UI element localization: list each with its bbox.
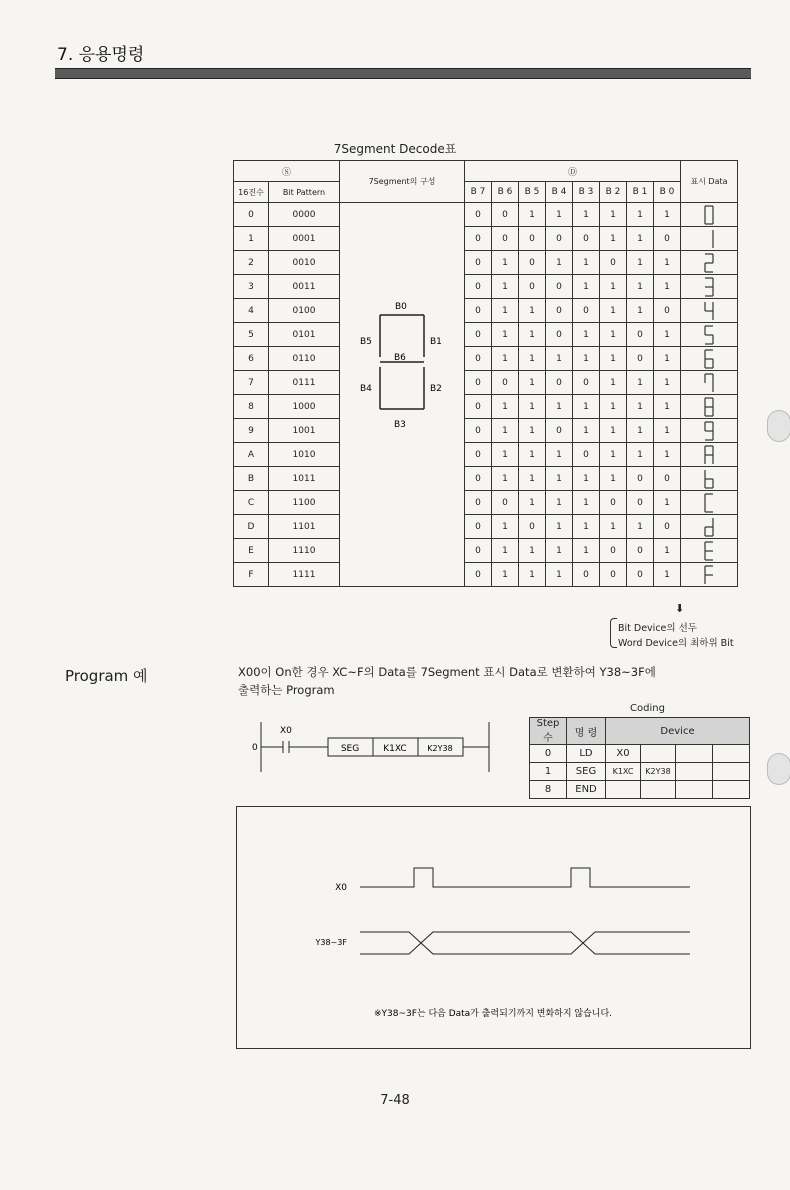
bit-value: 1 bbox=[627, 227, 654, 251]
bit-value: 0 bbox=[465, 515, 492, 539]
table-row bbox=[530, 763, 750, 781]
hex-value: 7 bbox=[234, 371, 269, 395]
code-dev bbox=[641, 745, 676, 763]
bit-value: 0 bbox=[465, 443, 492, 467]
bit-pattern: 1110 bbox=[269, 539, 340, 563]
seven-segment-display bbox=[681, 539, 738, 563]
bit-value: 1 bbox=[492, 275, 519, 299]
ladder-dst: K2Y38 bbox=[427, 744, 453, 753]
segment-label-b0: B0 bbox=[395, 302, 407, 312]
bit-value: 0 bbox=[573, 299, 600, 323]
hex-value: 0 bbox=[234, 203, 269, 227]
bit-header: B 1 bbox=[627, 182, 654, 203]
bit-value: 1 bbox=[654, 323, 681, 347]
bit-value: 1 bbox=[519, 563, 546, 587]
program-description: 출력하는 Program bbox=[238, 683, 335, 697]
ladder-step: 0 bbox=[252, 743, 258, 753]
bit-value: 0 bbox=[465, 299, 492, 323]
bit-header: B 5 bbox=[519, 182, 546, 203]
bit-value: 1 bbox=[573, 275, 600, 299]
code-header: Step수 bbox=[530, 718, 567, 745]
bit-value: 0 bbox=[546, 419, 573, 443]
config-header: 7Segment의 구성 bbox=[340, 161, 465, 203]
bit-value: 1 bbox=[492, 443, 519, 467]
bit-value: 0 bbox=[465, 539, 492, 563]
hex-value: 8 bbox=[234, 395, 269, 419]
table-row bbox=[234, 251, 738, 275]
bit-value: 1 bbox=[627, 371, 654, 395]
bit-value: 1 bbox=[573, 347, 600, 371]
seven-segment-display bbox=[681, 347, 738, 371]
bit-value: 1 bbox=[492, 395, 519, 419]
hex-value: A bbox=[234, 443, 269, 467]
table-row bbox=[234, 419, 738, 443]
bit-value: 1 bbox=[519, 419, 546, 443]
code-dev: K2Y38 bbox=[641, 763, 676, 781]
code-dev bbox=[676, 781, 713, 799]
code-cmd: SEG bbox=[567, 763, 606, 781]
bit-value: 1 bbox=[654, 347, 681, 371]
bit-value: 0 bbox=[654, 227, 681, 251]
hex-value: 9 bbox=[234, 419, 269, 443]
bit-value: 0 bbox=[600, 539, 627, 563]
bit-value: 0 bbox=[492, 491, 519, 515]
seven-segment-display bbox=[681, 419, 738, 443]
bit-value: 0 bbox=[492, 227, 519, 251]
bit-value: 1 bbox=[627, 395, 654, 419]
code-dev bbox=[641, 781, 676, 799]
code-dev: X0 bbox=[606, 745, 641, 763]
timing-chart bbox=[237, 807, 750, 1048]
signal-x0-waveform bbox=[360, 868, 690, 887]
table-row bbox=[530, 745, 750, 763]
seven-segment-display bbox=[681, 323, 738, 347]
table-row bbox=[234, 227, 738, 251]
code-step: 0 bbox=[530, 745, 567, 763]
bit-pattern: 0000 bbox=[269, 203, 340, 227]
segment-label-b2: B2 bbox=[430, 384, 442, 394]
bit-value: 0 bbox=[465, 419, 492, 443]
bit-value: 0 bbox=[546, 323, 573, 347]
bit-pattern: 0110 bbox=[269, 347, 340, 371]
bit-value: 1 bbox=[654, 491, 681, 515]
hex-header: 16진수 bbox=[234, 182, 269, 203]
bit-value: 1 bbox=[600, 347, 627, 371]
seven-segment-display bbox=[681, 371, 738, 395]
bit-value: 1 bbox=[654, 371, 681, 395]
bit-pattern: 0111 bbox=[269, 371, 340, 395]
bit-value: 0 bbox=[465, 491, 492, 515]
bit-value: 0 bbox=[519, 275, 546, 299]
hex-value: 6 bbox=[234, 347, 269, 371]
bit-value: 0 bbox=[573, 227, 600, 251]
hex-value: 2 bbox=[234, 251, 269, 275]
bit-value: 0 bbox=[546, 275, 573, 299]
bit-value: 1 bbox=[492, 515, 519, 539]
bit-value: 1 bbox=[573, 251, 600, 275]
table-row bbox=[234, 275, 738, 299]
chapter-title: 7. 응용명령 bbox=[57, 45, 145, 65]
page-number: 7-48 bbox=[380, 1093, 410, 1108]
bit-value: 1 bbox=[573, 539, 600, 563]
table-row bbox=[234, 203, 738, 227]
bit-value: 1 bbox=[600, 323, 627, 347]
bit-value: 1 bbox=[492, 467, 519, 491]
bit-value: 0 bbox=[600, 563, 627, 587]
bit-value: 0 bbox=[492, 371, 519, 395]
bit-value: 1 bbox=[492, 539, 519, 563]
bit-value: 0 bbox=[654, 299, 681, 323]
bit-value: 1 bbox=[573, 491, 600, 515]
bit-value: 0 bbox=[546, 299, 573, 323]
table-row bbox=[234, 515, 738, 539]
code-dev bbox=[713, 781, 750, 799]
bit-value: 1 bbox=[492, 563, 519, 587]
bit-value: 1 bbox=[492, 347, 519, 371]
seven-segment-display bbox=[681, 515, 738, 539]
decode-table-title: 7Segment Decode표 bbox=[333, 142, 457, 156]
table-row bbox=[234, 467, 738, 491]
display-header: 표시 Data bbox=[681, 161, 738, 203]
code-dev bbox=[676, 745, 713, 763]
bit-value: 0 bbox=[600, 491, 627, 515]
bit-value: 1 bbox=[654, 395, 681, 419]
seven-segment-display bbox=[681, 443, 738, 467]
bit-value: 1 bbox=[546, 251, 573, 275]
bit-value: 1 bbox=[546, 443, 573, 467]
bit-value: 0 bbox=[627, 539, 654, 563]
program-label: Program 예 bbox=[65, 667, 148, 685]
hex-value: 1 bbox=[234, 227, 269, 251]
segment-config-diagram bbox=[340, 203, 465, 587]
bit-value: 1 bbox=[519, 347, 546, 371]
hex-value: D bbox=[234, 515, 269, 539]
bit-value: 1 bbox=[546, 347, 573, 371]
group-s-header: Ⓢ bbox=[234, 161, 340, 182]
bit-value: 1 bbox=[654, 539, 681, 563]
bit-value: 1 bbox=[519, 299, 546, 323]
bit-value: 1 bbox=[519, 467, 546, 491]
note-word-device: Word Device의 최하위 Bit bbox=[618, 638, 734, 649]
hex-value: 3 bbox=[234, 275, 269, 299]
bit-value: 1 bbox=[600, 227, 627, 251]
seven-segment-display bbox=[681, 467, 738, 491]
bit-value: 1 bbox=[654, 443, 681, 467]
code-dev bbox=[606, 781, 641, 799]
bit-value: 1 bbox=[600, 419, 627, 443]
bit-value: 0 bbox=[465, 227, 492, 251]
bit-value: 0 bbox=[519, 251, 546, 275]
bit-header: B 3 bbox=[573, 182, 600, 203]
ladder-diagram bbox=[245, 720, 495, 775]
bit-value: 0 bbox=[465, 251, 492, 275]
bit-value: 0 bbox=[627, 323, 654, 347]
bit-value: 1 bbox=[627, 203, 654, 227]
bit-value: 1 bbox=[546, 515, 573, 539]
bit-value: 1 bbox=[519, 203, 546, 227]
punch-hole bbox=[767, 753, 790, 785]
seven-segment-display bbox=[681, 227, 738, 251]
bit-value: 0 bbox=[465, 371, 492, 395]
bit-value: 1 bbox=[546, 539, 573, 563]
code-dev bbox=[713, 763, 750, 781]
bit-value: 1 bbox=[546, 563, 573, 587]
bit-value: 1 bbox=[654, 203, 681, 227]
segment-label-b5: B5 bbox=[360, 337, 372, 347]
table-row bbox=[234, 347, 738, 371]
bit-value: 1 bbox=[546, 203, 573, 227]
seven-segment-display bbox=[681, 299, 738, 323]
code-step: 1 bbox=[530, 763, 567, 781]
table-row bbox=[234, 371, 738, 395]
down-arrow-icon: ⬇ bbox=[675, 602, 685, 615]
bit-value: 1 bbox=[546, 491, 573, 515]
seven-segment-display bbox=[681, 275, 738, 299]
brace bbox=[610, 618, 617, 648]
ladder-src: K1XC bbox=[383, 744, 407, 754]
bit-value: 0 bbox=[573, 371, 600, 395]
bit-value: 0 bbox=[465, 203, 492, 227]
bit-value: 0 bbox=[465, 275, 492, 299]
bit-value: 0 bbox=[465, 467, 492, 491]
code-dev bbox=[713, 745, 750, 763]
table-row bbox=[234, 443, 738, 467]
hex-value: 4 bbox=[234, 299, 269, 323]
hex-value: E bbox=[234, 539, 269, 563]
bit-value: 1 bbox=[600, 371, 627, 395]
bit-value: 1 bbox=[600, 203, 627, 227]
bit-value: 0 bbox=[492, 203, 519, 227]
bit-value: 1 bbox=[654, 251, 681, 275]
bit-value: 0 bbox=[573, 443, 600, 467]
bit-pattern: 0001 bbox=[269, 227, 340, 251]
coding-title: Coding bbox=[630, 703, 665, 714]
bit-pattern: 1000 bbox=[269, 395, 340, 419]
bit-value: 0 bbox=[573, 563, 600, 587]
bit-value: 1 bbox=[573, 203, 600, 227]
bit-value: 1 bbox=[519, 443, 546, 467]
code-cmd: END bbox=[567, 781, 606, 799]
bit-value: 1 bbox=[573, 467, 600, 491]
segment-label-b1: B1 bbox=[430, 337, 442, 347]
bit-value: 1 bbox=[600, 467, 627, 491]
bit-value: 1 bbox=[627, 275, 654, 299]
table-row bbox=[234, 491, 738, 515]
bit-value: 1 bbox=[600, 275, 627, 299]
bit-pattern: 1100 bbox=[269, 491, 340, 515]
bit-header: B 4 bbox=[546, 182, 573, 203]
bit-value: 0 bbox=[465, 347, 492, 371]
bit-value: 1 bbox=[627, 299, 654, 323]
bit-value: 0 bbox=[600, 251, 627, 275]
bit-pattern: 1111 bbox=[269, 563, 340, 587]
bit-value: 1 bbox=[573, 395, 600, 419]
seven-segment-display bbox=[681, 563, 738, 587]
note-bit-device: Bit Device의 선두 bbox=[618, 623, 697, 634]
bit-value: 1 bbox=[600, 443, 627, 467]
coding-table bbox=[529, 717, 750, 799]
bit-value: 1 bbox=[546, 395, 573, 419]
bit-value: 0 bbox=[465, 563, 492, 587]
group-d-header: Ⓓ bbox=[465, 161, 681, 182]
bit-value: 1 bbox=[627, 443, 654, 467]
bit-pattern: 1101 bbox=[269, 515, 340, 539]
bit-value: 0 bbox=[465, 395, 492, 419]
segment-label-b4: B4 bbox=[360, 384, 372, 394]
bit-value: 1 bbox=[519, 395, 546, 419]
timing-note: ※Y38~3F는 다음 Data가 출력되기까지 변화하지 않습니다. bbox=[373, 1009, 613, 1019]
table-row bbox=[530, 781, 750, 799]
hex-value: F bbox=[234, 563, 269, 587]
bit-value: 1 bbox=[519, 491, 546, 515]
code-dev bbox=[676, 763, 713, 781]
bit-value: 1 bbox=[627, 419, 654, 443]
bit-value: 1 bbox=[627, 515, 654, 539]
table-row bbox=[234, 323, 738, 347]
segment-label-b6: B6 bbox=[394, 353, 406, 363]
bit-value: 1 bbox=[573, 515, 600, 539]
bit-pattern: 0011 bbox=[269, 275, 340, 299]
bit-value: 0 bbox=[654, 467, 681, 491]
bit-value: 1 bbox=[492, 251, 519, 275]
bit-value: 1 bbox=[519, 539, 546, 563]
bit-value: 0 bbox=[654, 515, 681, 539]
bit-header: B 6 bbox=[492, 182, 519, 203]
seven-segment-display bbox=[681, 395, 738, 419]
seven-segment-display bbox=[681, 203, 738, 227]
bit-header: B 7 bbox=[465, 182, 492, 203]
bit-value: 0 bbox=[465, 323, 492, 347]
bit-value: 1 bbox=[600, 515, 627, 539]
hex-value: C bbox=[234, 491, 269, 515]
timing-chart-box bbox=[236, 806, 751, 1049]
bit-value: 0 bbox=[546, 227, 573, 251]
hex-value: 5 bbox=[234, 323, 269, 347]
signal-y-label: Y38~3F bbox=[315, 938, 347, 947]
bit-pattern-header: Bit Pattern bbox=[269, 182, 340, 203]
bit-pattern: 1011 bbox=[269, 467, 340, 491]
bit-value: 0 bbox=[627, 491, 654, 515]
code-dev: K1XC bbox=[606, 763, 641, 781]
decode-table bbox=[233, 160, 738, 587]
hex-value: B bbox=[234, 467, 269, 491]
bit-pattern: 0010 bbox=[269, 251, 340, 275]
bit-value: 1 bbox=[600, 299, 627, 323]
segment-label-b3: B3 bbox=[394, 420, 406, 430]
header-rule bbox=[55, 68, 751, 79]
signal-y-waveform bbox=[360, 932, 690, 954]
seven-segment-display bbox=[681, 491, 738, 515]
table-row bbox=[234, 299, 738, 323]
bit-pattern: 0100 bbox=[269, 299, 340, 323]
bit-value: 1 bbox=[654, 419, 681, 443]
bit-value: 0 bbox=[627, 563, 654, 587]
bit-value: 0 bbox=[546, 371, 573, 395]
bit-value: 0 bbox=[519, 227, 546, 251]
bit-value: 0 bbox=[627, 467, 654, 491]
bit-value: 1 bbox=[600, 395, 627, 419]
signal-x0-label: X0 bbox=[335, 883, 347, 893]
bit-value: 1 bbox=[654, 275, 681, 299]
bit-value: 0 bbox=[627, 347, 654, 371]
bit-header: B 2 bbox=[600, 182, 627, 203]
contact-label: X0 bbox=[280, 726, 292, 736]
table-row bbox=[234, 539, 738, 563]
code-header: Device bbox=[606, 718, 750, 745]
bit-value: 1 bbox=[627, 251, 654, 275]
bit-pattern: 0101 bbox=[269, 323, 340, 347]
code-cmd: LD bbox=[567, 745, 606, 763]
bit-value: 1 bbox=[492, 323, 519, 347]
bit-value: 0 bbox=[519, 515, 546, 539]
code-header: 명 령 bbox=[567, 718, 606, 745]
bit-value: 1 bbox=[519, 323, 546, 347]
ladder-cmd: SEG bbox=[340, 744, 360, 754]
punch-hole bbox=[767, 410, 790, 442]
bit-pattern: 1001 bbox=[269, 419, 340, 443]
bit-value: 1 bbox=[492, 419, 519, 443]
bit-value: 1 bbox=[519, 371, 546, 395]
bit-value: 1 bbox=[654, 563, 681, 587]
table-row bbox=[234, 563, 738, 587]
program-description: X00이 On한 경우 XC~F의 Data를 7Segment 표시 Data로 변환하여 Y38~3F에 bbox=[238, 665, 656, 679]
bit-value: 1 bbox=[492, 299, 519, 323]
bit-header: B 0 bbox=[654, 182, 681, 203]
seven-segment-display bbox=[681, 251, 738, 275]
bit-value: 1 bbox=[573, 419, 600, 443]
table-row bbox=[234, 395, 738, 419]
bit-value: 1 bbox=[546, 467, 573, 491]
code-step: 8 bbox=[530, 781, 567, 799]
bit-value: 1 bbox=[573, 323, 600, 347]
bit-pattern: 1010 bbox=[269, 443, 340, 467]
